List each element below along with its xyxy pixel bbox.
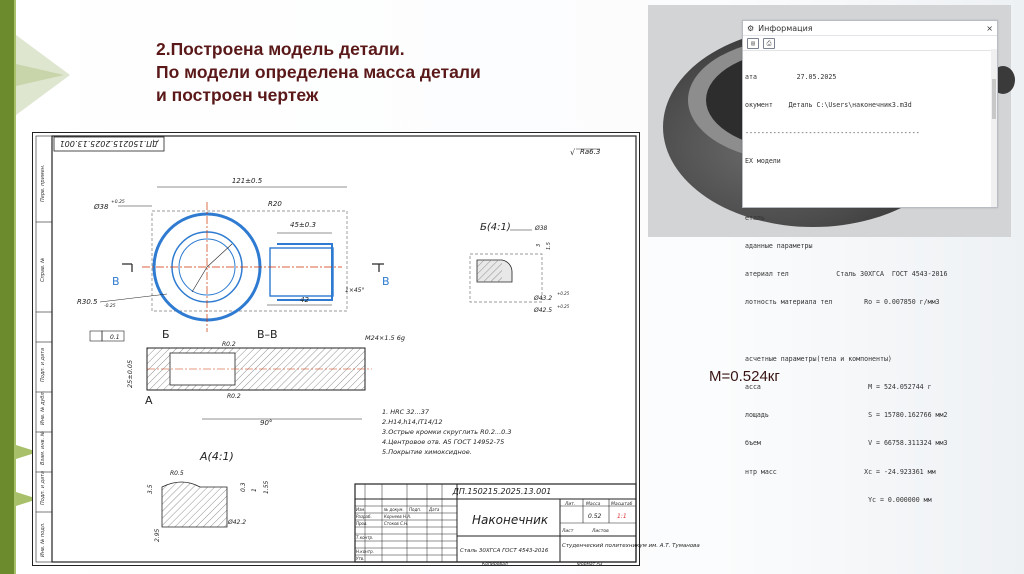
cut-letter-right: В: [382, 275, 390, 288]
tb-sheet-label: Лист: [562, 529, 574, 534]
doc-code-rotated: ДП.150215.2025.13.001: [59, 139, 159, 148]
tb-mass-value: 0.52: [588, 513, 602, 520]
scrollbar-thumb[interactable]: [992, 79, 996, 119]
callout-b: Б: [162, 328, 170, 341]
callout-a: А: [145, 394, 153, 407]
dim-a-1: 1: [251, 488, 258, 492]
info-line: аданные параметры: [745, 242, 813, 251]
dim-shank-len: 42: [300, 296, 309, 304]
dim-thread-len: 45±0.3: [290, 221, 316, 229]
tb-mass-header: Масса: [586, 502, 601, 507]
tb-lit-header: Лит.: [565, 502, 576, 507]
tb-row: Пров.: [356, 521, 368, 526]
dim-a-03: 0.3: [240, 482, 247, 492]
info-scrollbar[interactable]: [991, 49, 997, 207]
info-line: --------------------------------------------: [745, 129, 920, 138]
dim-a-dia: Ø42.2: [228, 519, 247, 526]
info-text: [743, 51, 997, 524]
dim-a-295: 2.95: [154, 528, 161, 542]
dim-r02-top: R0.2: [222, 341, 236, 348]
tb-row: Т.контр.: [356, 535, 374, 540]
tb-organization: Студенческий политехникум им. А.Т. Туманова: [562, 543, 700, 549]
title-line: По модели определена масса детали: [156, 62, 481, 82]
tb-name: Стоков С.Н.: [384, 521, 409, 526]
tb-sheets-label: Листов: [592, 529, 609, 534]
info-line: бъем V = 66758.311324 мм3: [745, 439, 948, 448]
tb-name: Корнеев Н.А.: [384, 514, 412, 519]
left-strip-label: Взам. инв. №: [40, 431, 46, 465]
dim-ring-dia: Ø38: [94, 203, 109, 211]
dim-a-35: 3.5: [147, 484, 154, 494]
view-b-label: Б(4:1): [480, 222, 511, 233]
info-line: атериал тел Сталь 30ХГСА ГОСТ 4543-2016: [745, 270, 948, 279]
tb-bottom-label: Формат А3: [577, 562, 603, 567]
dim-b-432-tol: +0.25: [557, 291, 570, 296]
roughness-value: Ra6.3: [580, 148, 601, 156]
info-titlebar: [743, 21, 997, 36]
gear-icon: ⚙: [747, 23, 755, 33]
dim-r02-bottom: R0.2: [227, 393, 241, 400]
section-label: В–В: [257, 328, 278, 341]
dim-thread-spec: M24×1.5 6g: [365, 334, 405, 342]
technical-drawing: [32, 132, 700, 567]
info-line: Yc = 0.000000 мм: [745, 495, 932, 504]
dim-b-425-tol: +0.25: [557, 304, 570, 309]
dim-b-38: Ø38: [535, 225, 548, 232]
dim-angle: 90°: [260, 419, 273, 427]
dim-b-432: Ø43.2: [534, 295, 553, 302]
tb-col: Дата: [429, 507, 440, 512]
dim-width: 25±0.05: [126, 359, 134, 388]
info-toolbar: [743, 36, 997, 51]
tb-bottom-label: Копировал: [482, 562, 508, 567]
info-line: окумент Деталь C:\Users\наконечник3.m3d: [745, 101, 912, 110]
tb-row: Н.контр.: [356, 549, 374, 554]
left-strip-label: Перв. примен.: [40, 164, 46, 202]
title-line: 2.Построена модель детали.: [156, 39, 405, 59]
note-line: 3.Острые кромки скруглить R0.2...0.3: [382, 428, 512, 436]
tb-scale-header: Масштаб: [611, 502, 633, 507]
dim-ring-dia-tol: +0.25: [111, 200, 125, 205]
note-line: 4.Центровое отв. А5 ГОСТ 14952-75: [382, 438, 505, 446]
left-strip-label: Подп. и дата: [40, 347, 46, 382]
left-strip-label: Подп. и дата: [40, 470, 46, 505]
dim-b-3: 3: [536, 243, 542, 247]
dim-flatness: 0.1: [110, 334, 120, 341]
slide-title: [156, 38, 596, 107]
mass-result: М=0.524кг: [709, 368, 780, 385]
info-line: асчетные параметры(тела и компоненты): [745, 354, 892, 363]
close-icon[interactable]: ×: [986, 23, 993, 33]
info-line: нтр масс Xc = -24.923361 мм: [745, 467, 936, 476]
info-line: лощадь S = 15780.162766 мм2: [745, 411, 948, 420]
dim-b-425: Ø42.5: [534, 307, 553, 314]
left-strip-label: Справ. №: [40, 257, 46, 282]
cut-letter-left: В: [112, 275, 120, 288]
info-line: ЕХ модели: [745, 157, 781, 166]
tb-row: Утв.: [356, 556, 365, 561]
dim-r20: R20: [268, 200, 282, 208]
save-icon[interactable]: ▤: [747, 38, 759, 49]
note-line: 1. HRC 32...37: [382, 408, 430, 416]
tb-col: № докум.: [384, 507, 404, 512]
tb-scale-value: 1:1: [617, 513, 627, 520]
note-line: 2.H14,h14,IT14/12: [382, 418, 443, 426]
title-line: и построен чертеж: [156, 85, 319, 105]
tb-material: Сталь 30ХГСА ГОСТ 4543-2016: [460, 548, 549, 554]
dim-chamfer: 1×45°: [345, 287, 365, 294]
info-line: [745, 186, 997, 195]
dim-radius-big-tol: -0.25: [104, 304, 116, 309]
left-strip-label: Инв. № подл.: [40, 522, 46, 557]
tb-doc-code: ДП.150215.2025.13.001: [452, 487, 552, 496]
dim-radius-big: R30.5: [77, 298, 98, 306]
print-icon[interactable]: ⎙: [763, 38, 775, 49]
view-a-label: А(4:1): [200, 450, 234, 463]
dim-a-r05: R0.5: [170, 470, 184, 477]
info-line: [745, 327, 997, 336]
info-line: лотность материала тел Ro = 0.007850 г/мм3: [745, 298, 940, 307]
info-line: еталь: [745, 213, 765, 222]
info-line: асса M = 524.052744 г: [745, 383, 932, 392]
tb-row: Изм.: [356, 507, 366, 512]
tb-col: Подп.: [409, 507, 422, 512]
dim-overall: 121±0.5: [231, 177, 263, 185]
dim-b-15: 1.5: [546, 242, 552, 250]
note-line: 5.Покрытие химоксидное.: [382, 448, 472, 456]
info-window-title: Информация: [758, 23, 813, 33]
roughness-symbol: √: [570, 148, 576, 157]
tb-row: Разраб.: [356, 514, 372, 519]
dim-a-155: 1.55: [263, 480, 270, 494]
left-strip-label: Инв. № дубл.: [40, 390, 46, 425]
tb-part-name: Наконечник: [472, 513, 549, 527]
info-line: ата 27.05.2025: [745, 72, 837, 81]
